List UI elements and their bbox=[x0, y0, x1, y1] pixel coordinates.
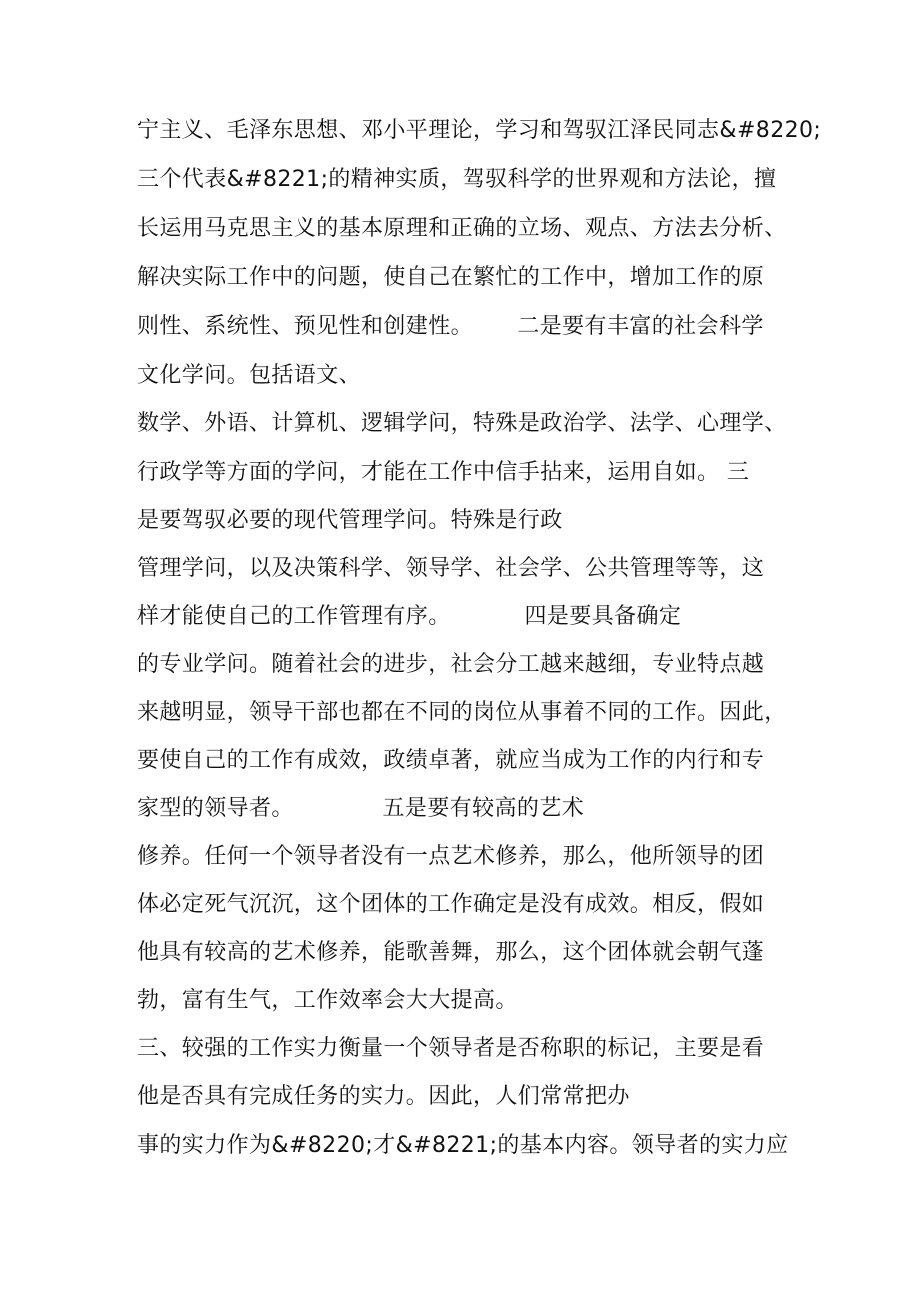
text-line: 三个代表&#8221;的精神实质，驾驭科学的世界观和方法论，擅 bbox=[137, 167, 777, 192]
text-line: 勃，富有生气，工作效率会大大提高。 bbox=[137, 988, 518, 1013]
text-line: 数学、外语、计算机、逻辑学问，特殊是政治学、法学、心理学、 bbox=[137, 411, 787, 436]
text-line: 他具有较高的艺术修养，能歌善舞，那么，这个团体就会朝气蓬 bbox=[137, 940, 765, 965]
text-line: 宁主义、毛泽东思想、邓小平理论，学习和驾驭江泽民同志&#8220; bbox=[137, 118, 822, 143]
text-line: 行政学等方面的学问，才能在工作中信手拈来，运用自如。 三 bbox=[137, 460, 750, 485]
text-line: 样才能使自己的工作管理有序。 四是要具备确定 bbox=[137, 604, 682, 629]
text-line: 文化学问。包括语文、 bbox=[137, 363, 362, 388]
text-line: 长运用马克思主义的基本原理和正确的立场、观点、方法去分析、 bbox=[137, 216, 787, 241]
text-line: 是要驾驭必要的现代管理学问。特殊是行政 bbox=[137, 508, 563, 533]
text-line: 家型的领导者。 五是要有较高的艺术 bbox=[137, 796, 585, 821]
text-line: 则性、系统性、预见性和创建性。 二是要有丰富的社会科学 bbox=[137, 314, 764, 339]
text-line: 三、较强的工作实力衡量一个领导者是否称职的标记，主要是看 bbox=[137, 1036, 765, 1061]
text-line: 他是否具有完成任务的实力。因此，人们常常把办 bbox=[137, 1084, 630, 1109]
text-line: 修养。任何一个领导者没有一点艺术修养，那么，他所领导的团 bbox=[137, 844, 765, 869]
text-line: 体必定死气沉沉，这个团体的工作确定是没有成效。相反，假如 bbox=[137, 892, 765, 917]
text-line: 事的实力作为&#8220;才&#8221;的基本内容。领导者的实力应 bbox=[137, 1133, 789, 1158]
text-line: 来越明显，领导干部也都在不同的岗位从事着不同的工作。因此， bbox=[137, 700, 787, 725]
text-line: 管理学问，以及决策科学、领导学、社会学、公共管理等等，这 bbox=[137, 556, 765, 581]
text-line: 解决实际工作中的问题，使自己在繁忙的工作中，增加工作的原 bbox=[137, 265, 765, 290]
text-line: 要使自己的工作有成效，政绩卓著，就应当成为工作的内行和专 bbox=[137, 748, 765, 773]
text-line: 的专业学问。随着社会的进步，社会分工越来越细，专业特点越 bbox=[137, 652, 765, 677]
